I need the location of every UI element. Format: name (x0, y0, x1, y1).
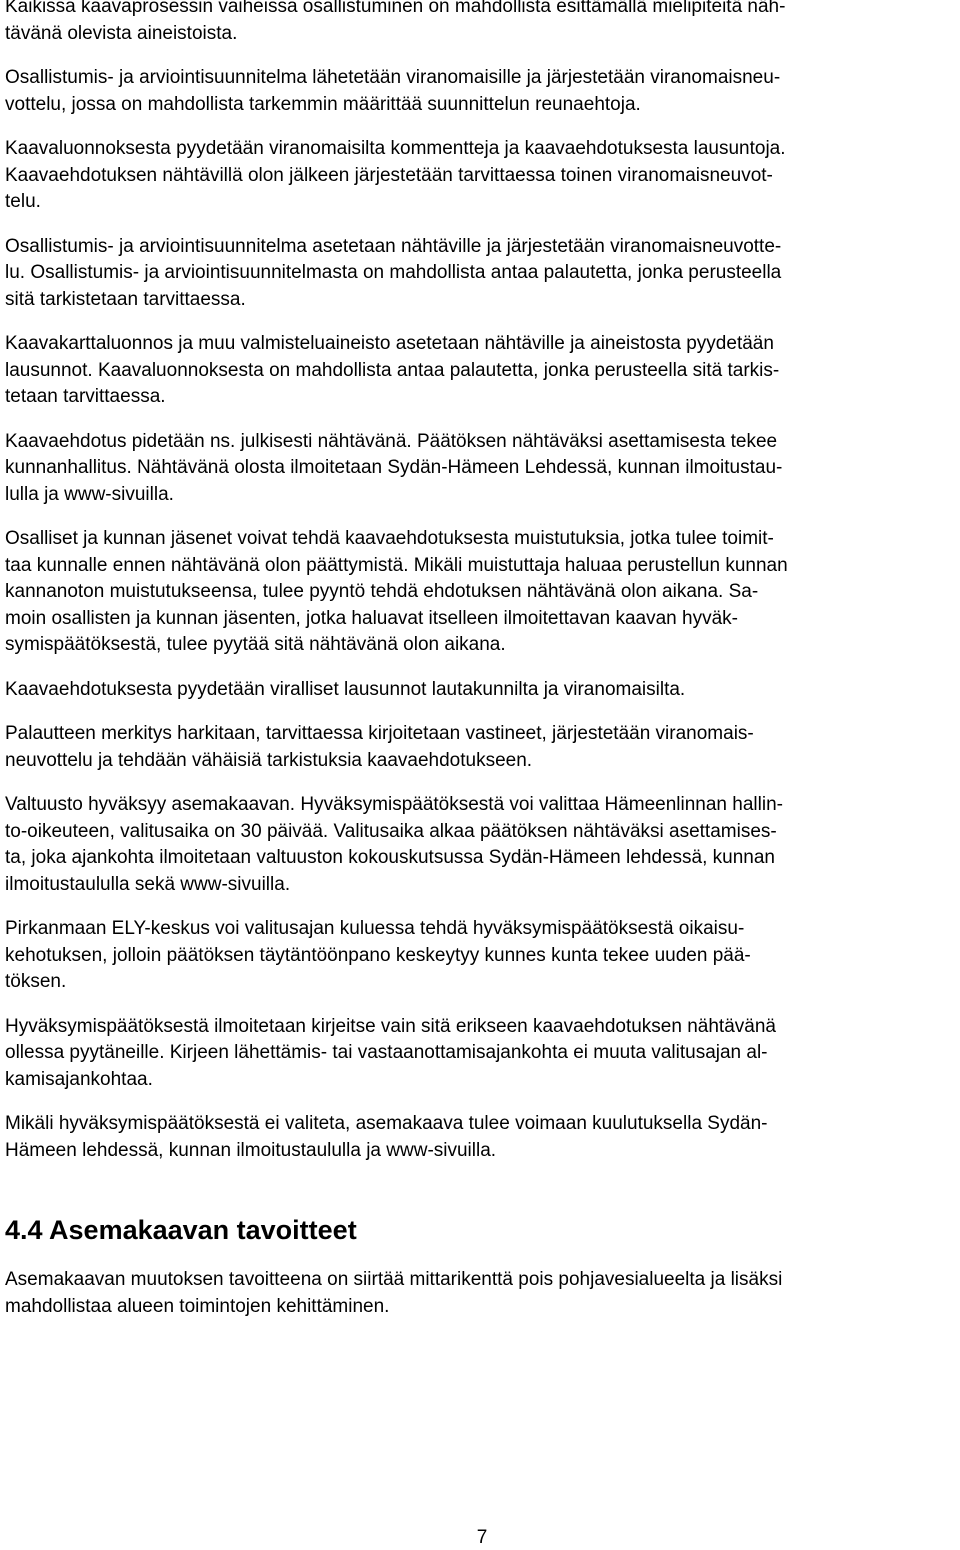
paragraph-line: lu. Osallistumis- ja arviointisuunnitelmasta on mahdollista antaa palautetta, jonka perusteella (5, 262, 782, 283)
document-body (5, 0, 955, 1320)
paragraph-line: symispäätöksestä, tulee pyytää sitä nähtävänä olon aikana. (5, 634, 506, 655)
paragraph-12 (5, 916, 955, 996)
paragraph-7 (5, 429, 955, 509)
paragraph-line: ilmoitustaululla sekä www-sivuilla. (5, 873, 291, 895)
paragraph-line: Kaavakarttaluonnos ja muu valmisteluaineisto asetetaan nähtäville ja aineistosta pyydetään (5, 333, 774, 354)
paragraph-6 (5, 331, 955, 411)
paragraph-line: taa kunnalle ennen nähtävänä olon päättymistä. Mikäli muistuttaja haluaa perustellun kunnan (5, 554, 788, 576)
paragraph-line: lausunnot. Kaavaluonnoksesta on mahdollista antaa palautetta, jonka perusteella sitä tarkis- (5, 359, 780, 381)
paragraph-11 (5, 792, 955, 898)
paragraph-9 (5, 677, 955, 704)
paragraph-10 (5, 721, 955, 774)
paragraph-line: Osallistumis- ja arviointisuunnitelma lähetetään viranomaisille ja järjestetään viranomaisneu- (5, 67, 781, 88)
paragraph-line: to-oikeuteen, valitusaika on 30 päivää. Valitusaika alkaa päätöksen nähtäväksi asettamises- (5, 820, 777, 842)
paragraph-line: Hämeen lehdessä, kunnan ilmoitustaululla ja www-sivuilla. (5, 1139, 497, 1161)
page-number: 7 (476, 1527, 488, 1548)
paragraph-line: ollessa pyytäneille. Kirjeen lähettämis- tai vastaanottamisajankohta ei muuta valitusajan al- (5, 1042, 768, 1063)
paragraph-line: kunnanhallitus. Nähtävänä olosta ilmoitetaan Sydän-Hämeen Lehdessä, kunnan ilmoitustau- (5, 457, 783, 478)
paragraph-line: neuvottelu ja tehdään vähäisiä tarkistuksia kaavaehdotukseen. (5, 749, 533, 771)
paragraph-line: Kaavaehdotuksen nähtävillä olon jälkeen järjestetään tarvittaessa toinen viranomaisneuvot- (5, 164, 773, 186)
paragraph-5 (5, 234, 955, 314)
paragraph-4 (5, 163, 955, 216)
section-paragraph (5, 1267, 955, 1320)
paragraph-line: Osalliset ja kunnan jäsenet voivat tehdä kaavaehdotuksesta muistutuksia, jotka tulee toimit- (5, 528, 774, 549)
paragraph-line: Pirkanmaan ELY-keskus voi valitusajan kuluessa tehdä hyväksymispäätöksestä oikaisu- (5, 918, 745, 939)
paragraph-line: moin osallisten ja kunnan jäsenten, jotka haluavat itselleen ilmoitettavan kaavan hyväk- (5, 607, 738, 629)
paragraph-line: tetaan tarvittaessa. (5, 386, 166, 407)
section-heading: 4.4 Asemakaavan tavoitteet (5, 1215, 357, 1245)
paragraph-3 (5, 136, 955, 163)
paragraph-line: Asemakaavan muutoksen tavoitteena on siirtää mittarikenttä pois pohjavesialueelta ja lisäksi (5, 1269, 783, 1290)
paragraph-line: ta, joka ajankohta ilmoitetaan valtuuston kokouskutsussa Sydän-Hämeen lehdessä, kunnan (5, 847, 775, 868)
paragraph-line: Osallistumis- ja arviointisuunnitelma asetetaan nähtäville ja järjestetään viranomaisneuvotte- (5, 235, 782, 257)
paragraph-line: Valtuusto hyväksyy asemakaavan. Hyväksymispäätöksestä voi valittaa Hämeenlinnan hallin- (5, 794, 783, 815)
paragraph-line: Kaavaehdotus pidetään ns. julkisesti nähtävänä. Päätöksen nähtäväksi asettamisesta tekee (5, 430, 778, 452)
paragraph-line: Kaavaehdotuksesta pyydetään viralliset lausunnot lautakunnilta ja viranomaisilta. (5, 678, 686, 700)
paragraph-14 (5, 1111, 955, 1164)
paragraph-line: sitä tarkistetaan tarvittaessa. (5, 288, 246, 310)
paragraph-line: tävänä olevista aineistoista. (5, 22, 238, 44)
paragraph-line: kamisajankohtaa. (5, 1068, 153, 1090)
paragraph-line: mahdollistaa alueen toimintojen kehittäminen. (5, 1295, 390, 1317)
paragraph-line: Mikäli hyväksymispäätöksestä ei valiteta, asemakaava tulee voimaan kuulutuksella Sydän- (5, 1113, 768, 1134)
paragraph-line: kehotuksen, jolloin päätöksen täytäntöönpano keskeytyy kunnes kunta tekee uuden pää- (5, 944, 751, 966)
paragraph-line: Kaavaluonnoksesta pyydetään viranomaisilta kommentteja ja kaavaehdotuksesta lausuntoja. (5, 138, 786, 159)
paragraph-line: lulla ja www-sivuilla. (5, 483, 174, 505)
paragraph-line: Kaikissa kaavaprosessin vaiheissa osallistuminen on mahdollista esittämällä mielipiteitä näh- (5, 0, 786, 17)
paragraph-line: kannanoton muistutukseensa, tulee pyyntö tehdä ehdotuksen nähtävänä olon aikana. Sa- (5, 581, 759, 602)
paragraph-line: Hyväksymispäätöksestä ilmoitetaan kirjeitse vain sitä erikseen kaavaehdotuksen nähtävänä (5, 1015, 776, 1037)
paragraph-line: töksen. (5, 971, 67, 992)
paragraph-8 (5, 526, 955, 659)
paragraph-13 (5, 1014, 955, 1094)
paragraph-line: vottelu, jossa on mahdollista tarkemmin määrittää suunnittelun reunaehtoja. (5, 93, 641, 115)
paragraph-2 (5, 65, 955, 118)
paragraph-line: Palautteen merkitys harkitaan, tarvittaessa kirjoitetaan vastineet, järjestetään viranomais- (5, 723, 754, 744)
paragraph-line: telu. (5, 191, 41, 212)
paragraph-1 (5, 0, 955, 47)
